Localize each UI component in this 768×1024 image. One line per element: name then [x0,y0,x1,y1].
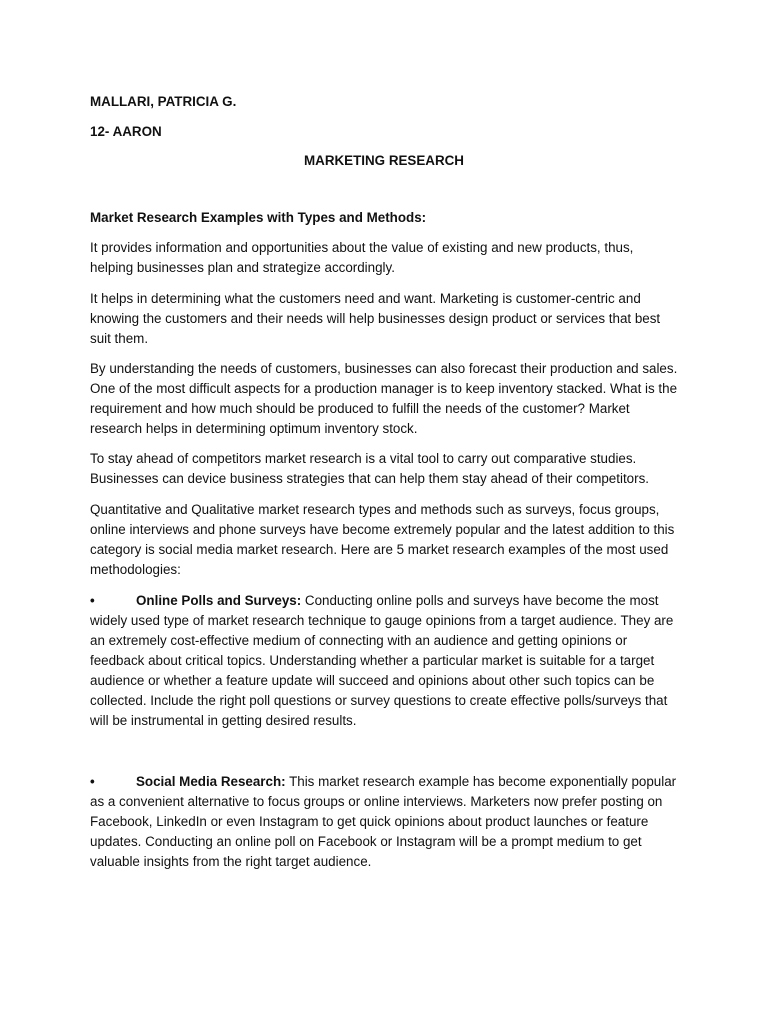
bullet-item-online-polls [90,591,680,731]
bullet-label: Social Media Research: [136,774,286,789]
paragraph-1: It provides information and opportunities about the value of existing and new products, thus, helping businesses plan and strategize accordingly. [90,240,634,275]
bullet-icon: • [90,774,95,789]
section-subheading: Market Research Examples with Types and Methods: [90,210,427,225]
bullet-text: This market research example has become exponentially popular as a convenient alternative to focus groups or online interviews. Marketers now prefer posting on Facebook, LinkedIn or even Instagram to get quick opinions about product launches or feature updates. Conducting an online poll on Facebook or Instagram will be a prompt medium to get valuable insights from the right target audience. [90,774,677,869]
bullet-label: Online Polls and Surveys: [136,593,302,608]
paragraph-5: Quantitative and Qualitative market research types and methods such as surveys, focus groups, online interviews and phone surveys have become extremely popular and the latest addition to this category is social media market research. Here are 5 market research examples of the most used methodologies: [90,502,675,577]
paragraph-2: It helps in determining what the customers need and want. Marketing is customer-centric and knowing the customers and their needs will help businesses design product or services that best suit them. [90,291,661,346]
bullet-text: Conducting online polls and surveys have become the most widely used type of market research technique to gauge opinions from a target audience. They are an extremely cost-effective medium of connecting with an audience and getting opinions or feedback about critical topics. Understanding whether a particular market is suitable for a target audience or whether a feature update will succeed and opinions about other such topics can be collected. Include the right poll questions or survey questions to create effective polls/surveys that will be instrumental in getting desired results. [90,593,674,728]
paragraph-3: By understanding the needs of customers, businesses can also forecast their production and sales. One of the most difficult aspects for a production manager is to keep inventory stacked. What is the requirement and how much should be produced to fulfill the needs of the customer? Market research helps in determining optimum inventory stock. [90,361,678,436]
author-name: MALLARI, PATRICIA G. [90,94,237,109]
bullet-icon: • [90,593,95,608]
paragraph-4: To stay ahead of competitors market research is a vital tool to carry out comparative studies. Businesses can device business strategies that can help them stay ahead of their competitors. [90,451,649,486]
author-section: 12- AARON [90,124,162,139]
document-title: MARKETING RESEARCH [304,153,464,168]
bullet-item-social-media [90,772,680,872]
